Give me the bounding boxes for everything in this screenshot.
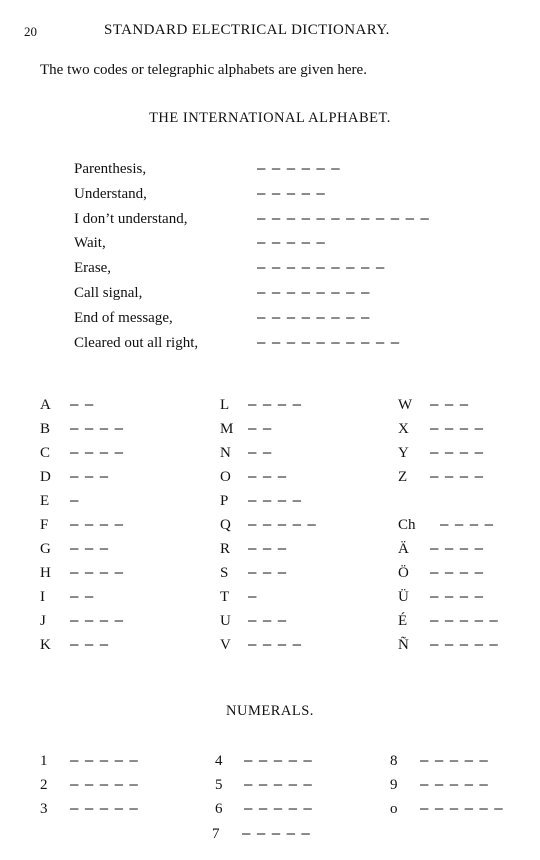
letter-code: – – – – –: [430, 637, 497, 653]
numerals-title: NUMERALS.: [226, 703, 314, 719]
signal-label: Understand,: [74, 186, 147, 202]
signal-code: – – – – – – – –: [257, 285, 369, 301]
numeral: o: [390, 801, 398, 817]
numeral-code: – – – – –: [70, 801, 137, 817]
numeral: 5: [215, 777, 223, 793]
letter-code: – – – – –: [430, 613, 497, 629]
letter-code: – – – –: [440, 517, 493, 533]
letter-code: – – – –: [248, 637, 301, 653]
numeral-code: – – – – –: [420, 777, 487, 793]
numeral: 1: [40, 753, 48, 769]
letter-code: –: [248, 589, 256, 605]
signal-code: – – – – – –: [257, 161, 339, 177]
signal-label: Parenthesis,: [74, 161, 147, 177]
letter: H: [40, 565, 51, 581]
letter: N: [220, 445, 231, 461]
section-title: THE INTERNATIONAL ALPHABET.: [149, 110, 391, 126]
letter-code: – –: [248, 421, 271, 437]
signal-code: – – – – – – – –: [257, 310, 369, 326]
intro-sentence: The two codes or telegraphic alphabets are given here.: [40, 62, 367, 78]
letter: Z: [398, 469, 408, 485]
letter: Ä: [398, 541, 409, 557]
letter-code: – – – –: [430, 589, 483, 605]
letter: Ü: [398, 589, 409, 605]
letter-code: – –: [248, 445, 271, 461]
letter-code: – – – –: [430, 541, 483, 557]
letter-code: – – –: [430, 397, 468, 413]
letter: P: [220, 493, 229, 509]
letter: X: [398, 421, 409, 437]
letter-code: – – –: [248, 469, 286, 485]
letter-code: – – –: [70, 469, 108, 485]
signal-label: I don’t understand,: [74, 211, 188, 227]
letter: L: [220, 397, 230, 413]
letter: R: [220, 541, 231, 557]
signal-code: – – – – –: [257, 235, 324, 251]
letter: A: [40, 397, 51, 413]
numeral-code: – – – – – –: [420, 801, 502, 817]
letter: Ö: [398, 565, 409, 581]
letter: W: [398, 397, 413, 413]
numeral-code: – – – – –: [242, 826, 309, 842]
letter-code: – – – –: [70, 613, 123, 629]
letter: D: [40, 469, 51, 485]
signal-label: End of message,: [74, 310, 173, 326]
signal-label: Erase,: [74, 260, 112, 276]
letter-code: – – – –: [70, 565, 123, 581]
letter-code: – – –: [70, 637, 108, 653]
letter: O: [220, 469, 231, 485]
letter-code: – – –: [248, 613, 286, 629]
letter: V: [220, 637, 231, 653]
numeral-code: – – – – –: [70, 753, 137, 769]
letter: C: [40, 445, 51, 461]
numeral: 6: [215, 801, 223, 817]
letter-code: – – –: [248, 565, 286, 581]
numeral-code: – – – – –: [244, 777, 311, 793]
numeral: 9: [390, 777, 398, 793]
numeral-code: – – – – –: [70, 777, 137, 793]
letter: E: [40, 493, 50, 509]
letter: É: [398, 613, 408, 629]
numeral: 4: [215, 753, 223, 769]
signal-label: Wait,: [74, 235, 106, 251]
letter: U: [220, 613, 231, 629]
numeral: 7: [212, 826, 220, 842]
letter: I: [40, 589, 45, 605]
numeral: 8: [390, 753, 398, 769]
signal-label: Call signal,: [74, 285, 143, 301]
letter: G: [40, 541, 51, 557]
numeral-code: – – – – –: [420, 753, 487, 769]
letter: F: [40, 517, 49, 533]
signal-code: – – – – – – – – – –: [257, 335, 399, 351]
letter-code: –: [70, 493, 78, 509]
letter-code: – – – –: [430, 421, 483, 437]
numeral: 3: [40, 801, 48, 817]
signal-label: Cleared out all right,: [74, 335, 199, 351]
numeral-code: – – – – –: [244, 801, 311, 817]
letter-code: – – – – –: [248, 517, 315, 533]
letter: J: [40, 613, 46, 629]
letter-code: – – – –: [70, 445, 123, 461]
letter: Ñ: [398, 637, 409, 653]
letter: M: [220, 421, 234, 437]
letter-code: – – – –: [430, 469, 483, 485]
signal-code: – – – – – – – – –: [257, 260, 384, 276]
letter: Ch: [398, 517, 416, 533]
letter: K: [40, 637, 51, 653]
letter: S: [220, 565, 229, 581]
letter: Y: [398, 445, 409, 461]
signal-code: – – – – –: [257, 186, 324, 202]
numeral: 2: [40, 777, 48, 793]
letter-code: – – – –: [430, 565, 483, 581]
letter-code: – –: [70, 589, 93, 605]
letter-code: – – –: [70, 541, 108, 557]
letter-code: – –: [70, 397, 93, 413]
letter-code: – – – –: [430, 445, 483, 461]
signal-code: – – – – – – – – – – – –: [257, 211, 428, 227]
letter: B: [40, 421, 51, 437]
running-head: STANDARD ELECTRICAL DICTIONARY.: [104, 22, 390, 38]
letter-code: – – –: [248, 541, 286, 557]
numeral-code: – – – – –: [244, 753, 311, 769]
letter-code: – – – –: [70, 517, 123, 533]
letter-code: – – – –: [248, 493, 301, 509]
letter-code: – – – –: [248, 397, 301, 413]
page-number: 20: [24, 24, 37, 39]
letter: T: [220, 589, 230, 605]
letter-code: – – – –: [70, 421, 123, 437]
letter: Q: [220, 517, 231, 533]
